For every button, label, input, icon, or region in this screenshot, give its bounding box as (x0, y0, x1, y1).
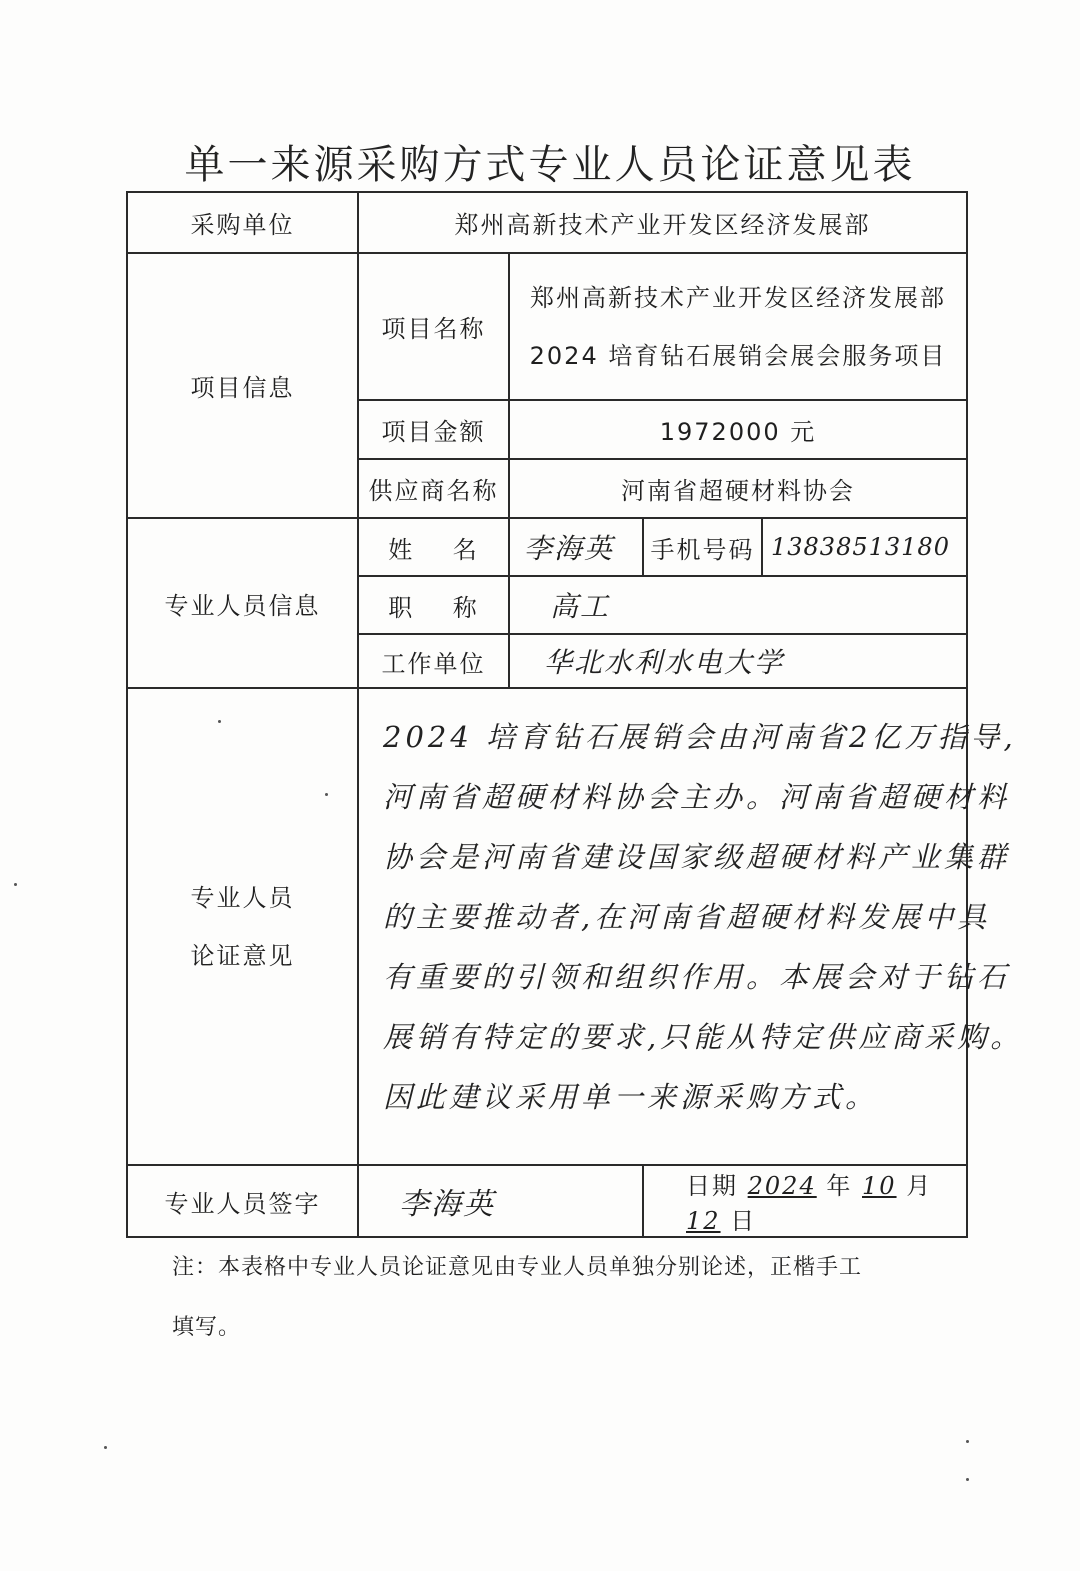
footnote (172, 1238, 952, 1358)
footnote-line1: 注：本表格中专业人员论证意见由专业人员单独分别论述，正楷手工 (172, 1255, 863, 1280)
expert-rank-label: 职 称 (358, 576, 509, 634)
phone-value: 13838513180 (762, 518, 967, 576)
opinion-line: 的主要推动者,在河南省超硬材料发展中具 (383, 900, 991, 934)
page-title: 单一来源采购方式专业人员论证意见表 (184, 142, 916, 188)
date-year-unit: 年 (826, 1172, 853, 1200)
project-name-value (509, 253, 967, 400)
expert-employer-label: 工作单位 (358, 634, 509, 688)
supplier-label: 供应商名称 (358, 459, 509, 518)
opinion-line: 有重要的引领和组织作用。本展会对于钻石 (383, 960, 1011, 994)
expert-name-label: 姓 名 (358, 518, 509, 576)
date-month: 10 (862, 1172, 897, 1200)
date-day-unit: 日 (730, 1207, 757, 1235)
opinion-row (127, 688, 967, 1165)
expert-rank-value: 高工 (509, 576, 967, 634)
signature-value: 李海英 (358, 1165, 643, 1237)
scan-speck (14, 883, 17, 886)
review-form-table (126, 191, 1024, 1238)
scan-speck (325, 793, 328, 796)
project-name-row (127, 253, 967, 400)
opinion-line: 河南省超硬材料协会主办。河南省超硬材料 (383, 780, 1011, 814)
expert-name-value: 李海英 (509, 518, 643, 576)
date-field (643, 1165, 967, 1237)
scan-speck (104, 1446, 107, 1449)
project-name-line2: 2024 培育钻石展销会展会服务项目 (529, 341, 947, 370)
opinion-line: 展销有特定的要求,只能从特定供应商采购。 (383, 1020, 1024, 1054)
opinion-label-line2: 论证意见 (190, 941, 295, 970)
expert-employer-value: 华北水利水电大学 (509, 634, 967, 688)
opinion-label (127, 688, 358, 1165)
scan-speck (218, 720, 221, 723)
opinion-line: 协会是河南省建设国家级超硬材料产业集群 (383, 840, 1011, 874)
procurement-unit-value: 郑州高新技术产业开发区经济发展部 (358, 192, 967, 253)
date-day: 12 (686, 1207, 721, 1235)
project-name-label: 项目名称 (358, 253, 509, 400)
project-amount-value: 1972000 元 (509, 400, 967, 459)
expert-info-label: 专业人员信息 (127, 518, 358, 688)
date-year: 2024 (747, 1172, 817, 1200)
footnote-line2: 填写。 (172, 1315, 242, 1340)
opinion-label-line1: 专业人员 (190, 883, 295, 912)
date-label: 日期 (686, 1172, 738, 1200)
procurement-unit-row (127, 192, 967, 253)
date-month-unit: 月 (906, 1172, 933, 1200)
signature-row (127, 1165, 967, 1237)
project-amount-label: 项目金额 (358, 400, 509, 459)
project-name-line1: 郑州高新技术产业开发区经济发展部 (530, 283, 946, 312)
scan-speck (966, 1440, 969, 1443)
opinion-line: 2024 培育钻石展销会由河南省2亿万指导, (383, 720, 1017, 754)
project-info-label: 项目信息 (127, 253, 358, 518)
phone-label: 手机号码 (643, 518, 762, 576)
scan-speck (966, 1478, 969, 1481)
opinion-line: 因此建议采用单一来源采购方式。 (383, 1080, 879, 1114)
opinion-text (358, 688, 1024, 1165)
supplier-value: 河南省超硬材料协会 (509, 459, 967, 518)
signature-label: 专业人员签字 (127, 1165, 358, 1237)
expert-name-row (127, 518, 967, 576)
procurement-unit-label: 采购单位 (127, 192, 358, 253)
